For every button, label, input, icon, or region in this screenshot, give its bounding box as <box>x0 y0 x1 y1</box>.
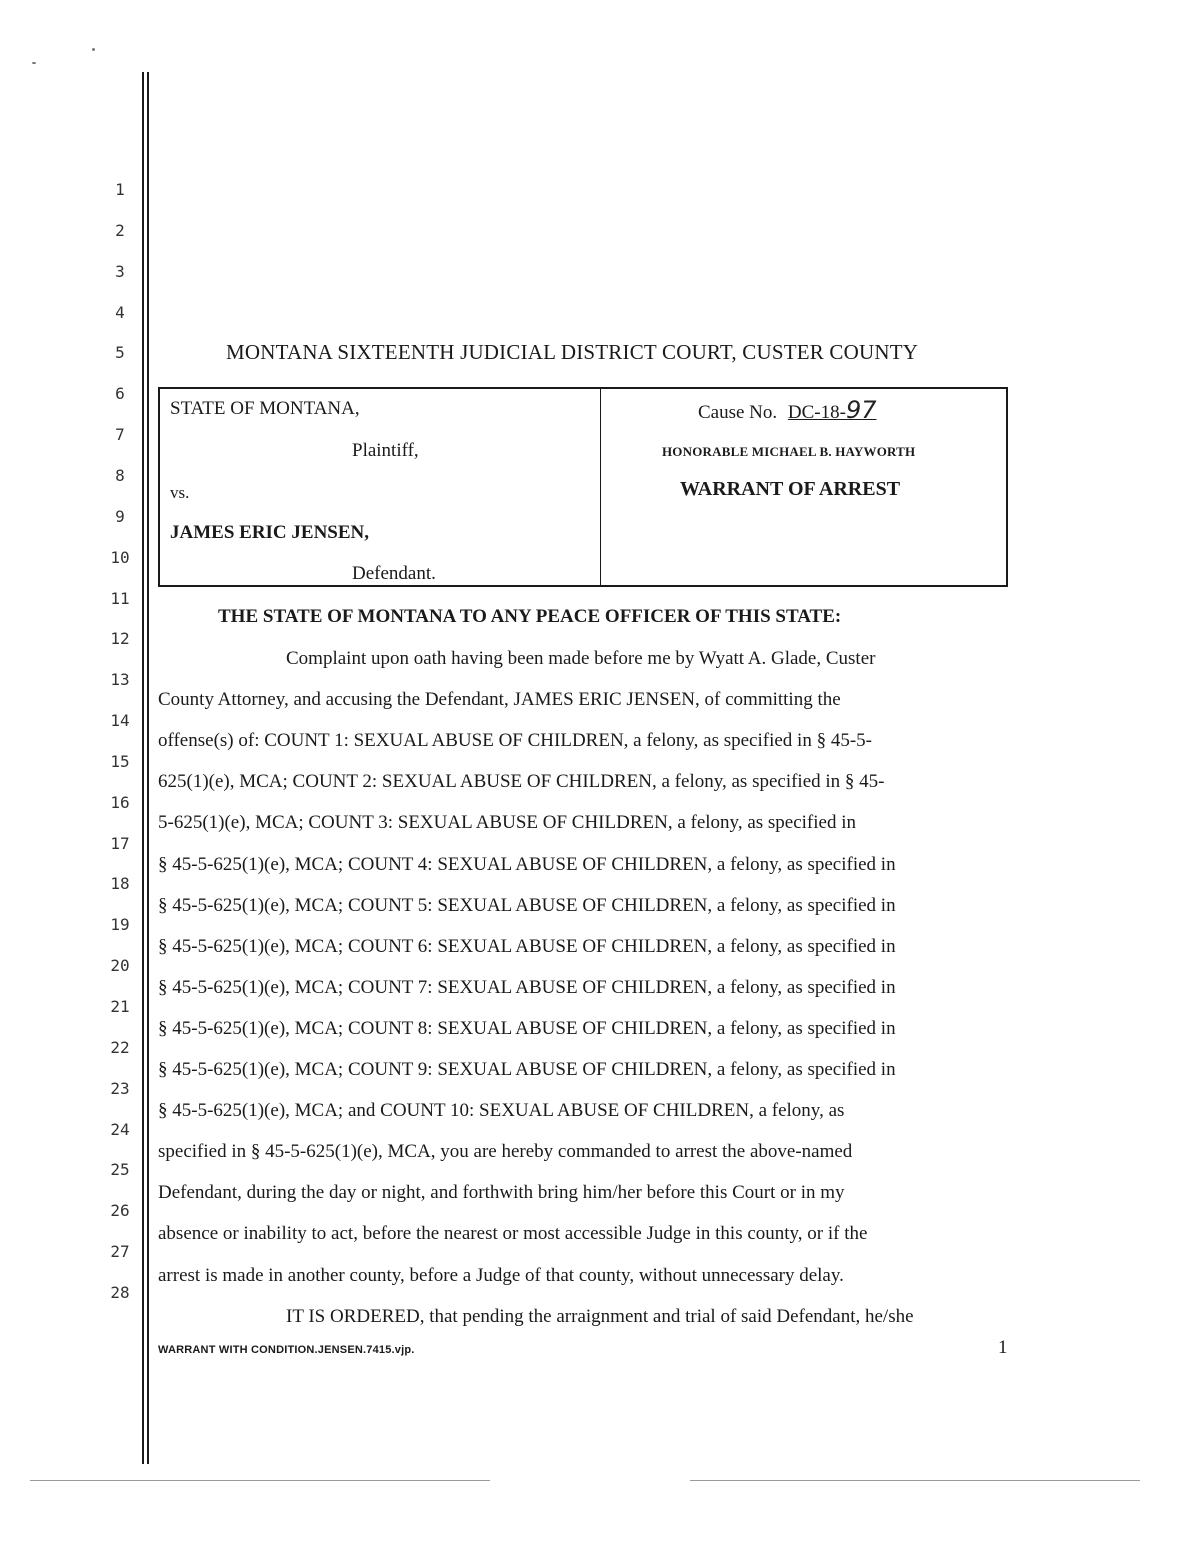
line-number: 22 <box>110 1037 130 1057</box>
margin-rule-outer <box>142 72 144 1464</box>
line-number: 1 <box>115 180 125 199</box>
footer-file-name: WARRANT WITH CONDITION.JENSEN.7415.vjp. <box>158 1344 415 1356</box>
line-number: 7 <box>115 425 125 445</box>
line-number: 20 <box>110 956 130 976</box>
line-number: 17 <box>110 833 130 853</box>
line-number: 10 <box>110 547 130 567</box>
line-number: 9 <box>115 506 125 526</box>
line-number: 24 <box>110 1119 130 1139</box>
line-number: 16 <box>110 792 130 812</box>
body-text-line: 5-625(1)(e), MCA; COUNT 3: SEXUAL ABUSE OF CHILDREN, a felony, as specified in <box>158 812 856 834</box>
defendant-name: JAMES ERIC JENSEN, <box>170 522 370 543</box>
body-text-line: § 45-5-625(1)(e), MCA; COUNT 5: SEXUAL ABUSE OF CHILDREN, a felony, as specified in <box>158 894 896 916</box>
line-number: 18 <box>110 874 130 894</box>
bottom-rule-right <box>690 1480 1140 1481</box>
body-text-line: § 45-5-625(1)(e), MCA; COUNT 7: SEXUAL ABUSE OF CHILDREN, a felony, as specified in <box>158 976 896 998</box>
judge-name: HONORABLE MICHAEL B. HAYWORTH <box>662 444 916 459</box>
body-text-line: Complaint upon oath having been made before me by Wyatt A. Glade, Custer <box>286 648 876 669</box>
body-text-line: § 45-5-625(1)(e), MCA; COUNT 8: SEXUAL ABUSE OF CHILDREN, a felony, as specified in <box>158 1017 896 1039</box>
court-title: MONTANA SIXTEENTH JUDICIAL DISTRICT COURT, CUSTER COUNTY <box>226 340 919 364</box>
scan-speck <box>32 62 36 64</box>
plaintiff-name: STATE OF MONTANA, <box>170 398 360 419</box>
defendant-role: Defendant. <box>352 563 436 584</box>
case-caption-box <box>158 387 1008 587</box>
body-text-line: § 45-5-625(1)(e), MCA; COUNT 4: SEXUAL ABUSE OF CHILDREN, a felony, as specified in <box>158 853 896 875</box>
line-number: 12 <box>110 629 130 649</box>
body-text-line: § 45-5-625(1)(e), MCA; COUNT 6: SEXUAL ABUSE OF CHILDREN, a felony, as specified in <box>158 935 896 957</box>
line-number: 5 <box>115 343 125 363</box>
bottom-rule-left <box>30 1480 490 1481</box>
caption-divider <box>600 389 601 585</box>
body-text-line: 625(1)(e), MCA; COUNT 2: SEXUAL ABUSE OF CHILDREN, a felony, as specified in § 45- <box>158 771 885 793</box>
page-number: 1 <box>998 1337 1008 1358</box>
body-text-line: arrest is made in another county, before a Judge of that county, without unnecessary delay. <box>158 1264 844 1286</box>
plaintiff-role: Plaintiff, <box>352 440 419 461</box>
body-text-line: IT IS ORDERED, that pending the arraignment and trial of said Defendant, he/she <box>286 1305 914 1327</box>
cause-number-handwritten: 97 <box>845 396 877 424</box>
warrant-heading: THE STATE OF MONTANA TO ANY PEACE OFFICER OF THIS STATE: <box>218 606 842 627</box>
line-number: 8 <box>115 465 125 485</box>
line-number: 25 <box>110 1160 130 1180</box>
line-number: 4 <box>115 302 125 322</box>
line-number: 26 <box>110 1201 130 1221</box>
scan-speck <box>92 48 95 51</box>
line-number: 6 <box>115 384 125 404</box>
cause-label: Cause No. <box>698 402 778 423</box>
line-number: 19 <box>110 915 130 935</box>
line-number: 28 <box>110 1282 130 1302</box>
line-number: 3 <box>115 261 125 281</box>
versus-label: vs. <box>170 483 190 502</box>
body-text-line: Defendant, during the day or night, and forthwith bring him/her before this Court or in my <box>158 1182 845 1204</box>
cause-number <box>698 396 877 424</box>
margin-rule-inner <box>147 72 149 1464</box>
cause-number-prefix: DC-18- <box>787 402 846 423</box>
line-number: 27 <box>110 1242 130 1262</box>
body-text-line: § 45-5-625(1)(e), MCA; COUNT 9: SEXUAL ABUSE OF CHILDREN, a felony, as specified in <box>158 1059 896 1080</box>
body-text-line: § 45-5-625(1)(e), MCA; and COUNT 10: SEXUAL ABUSE OF CHILDREN, a felony, as <box>158 1100 845 1122</box>
document-type: WARRANT OF ARREST <box>680 478 901 500</box>
cause-number-value <box>787 396 877 424</box>
body-text-line: offense(s) of: COUNT 1: SEXUAL ABUSE OF CHILDREN, a felony, as specified in § 45-5- <box>158 730 872 752</box>
body-text-line: absence or inability to act, before the nearest or most accessible Judge in this county, or if the <box>158 1223 868 1245</box>
body-text-line: specified in § 45-5-625(1)(e), MCA, you are hereby commanded to arrest the above-named <box>158 1141 853 1163</box>
body-text-line: County Attorney, and accusing the Defendant, JAMES ERIC JENSEN, of committing the <box>158 689 841 711</box>
line-number: 13 <box>110 670 130 690</box>
line-number: 15 <box>110 751 130 771</box>
line-number: 14 <box>110 711 130 731</box>
line-number: 23 <box>110 1078 130 1098</box>
line-number: 11 <box>110 588 130 608</box>
line-number: 2 <box>115 220 125 240</box>
line-number: 21 <box>110 997 130 1016</box>
